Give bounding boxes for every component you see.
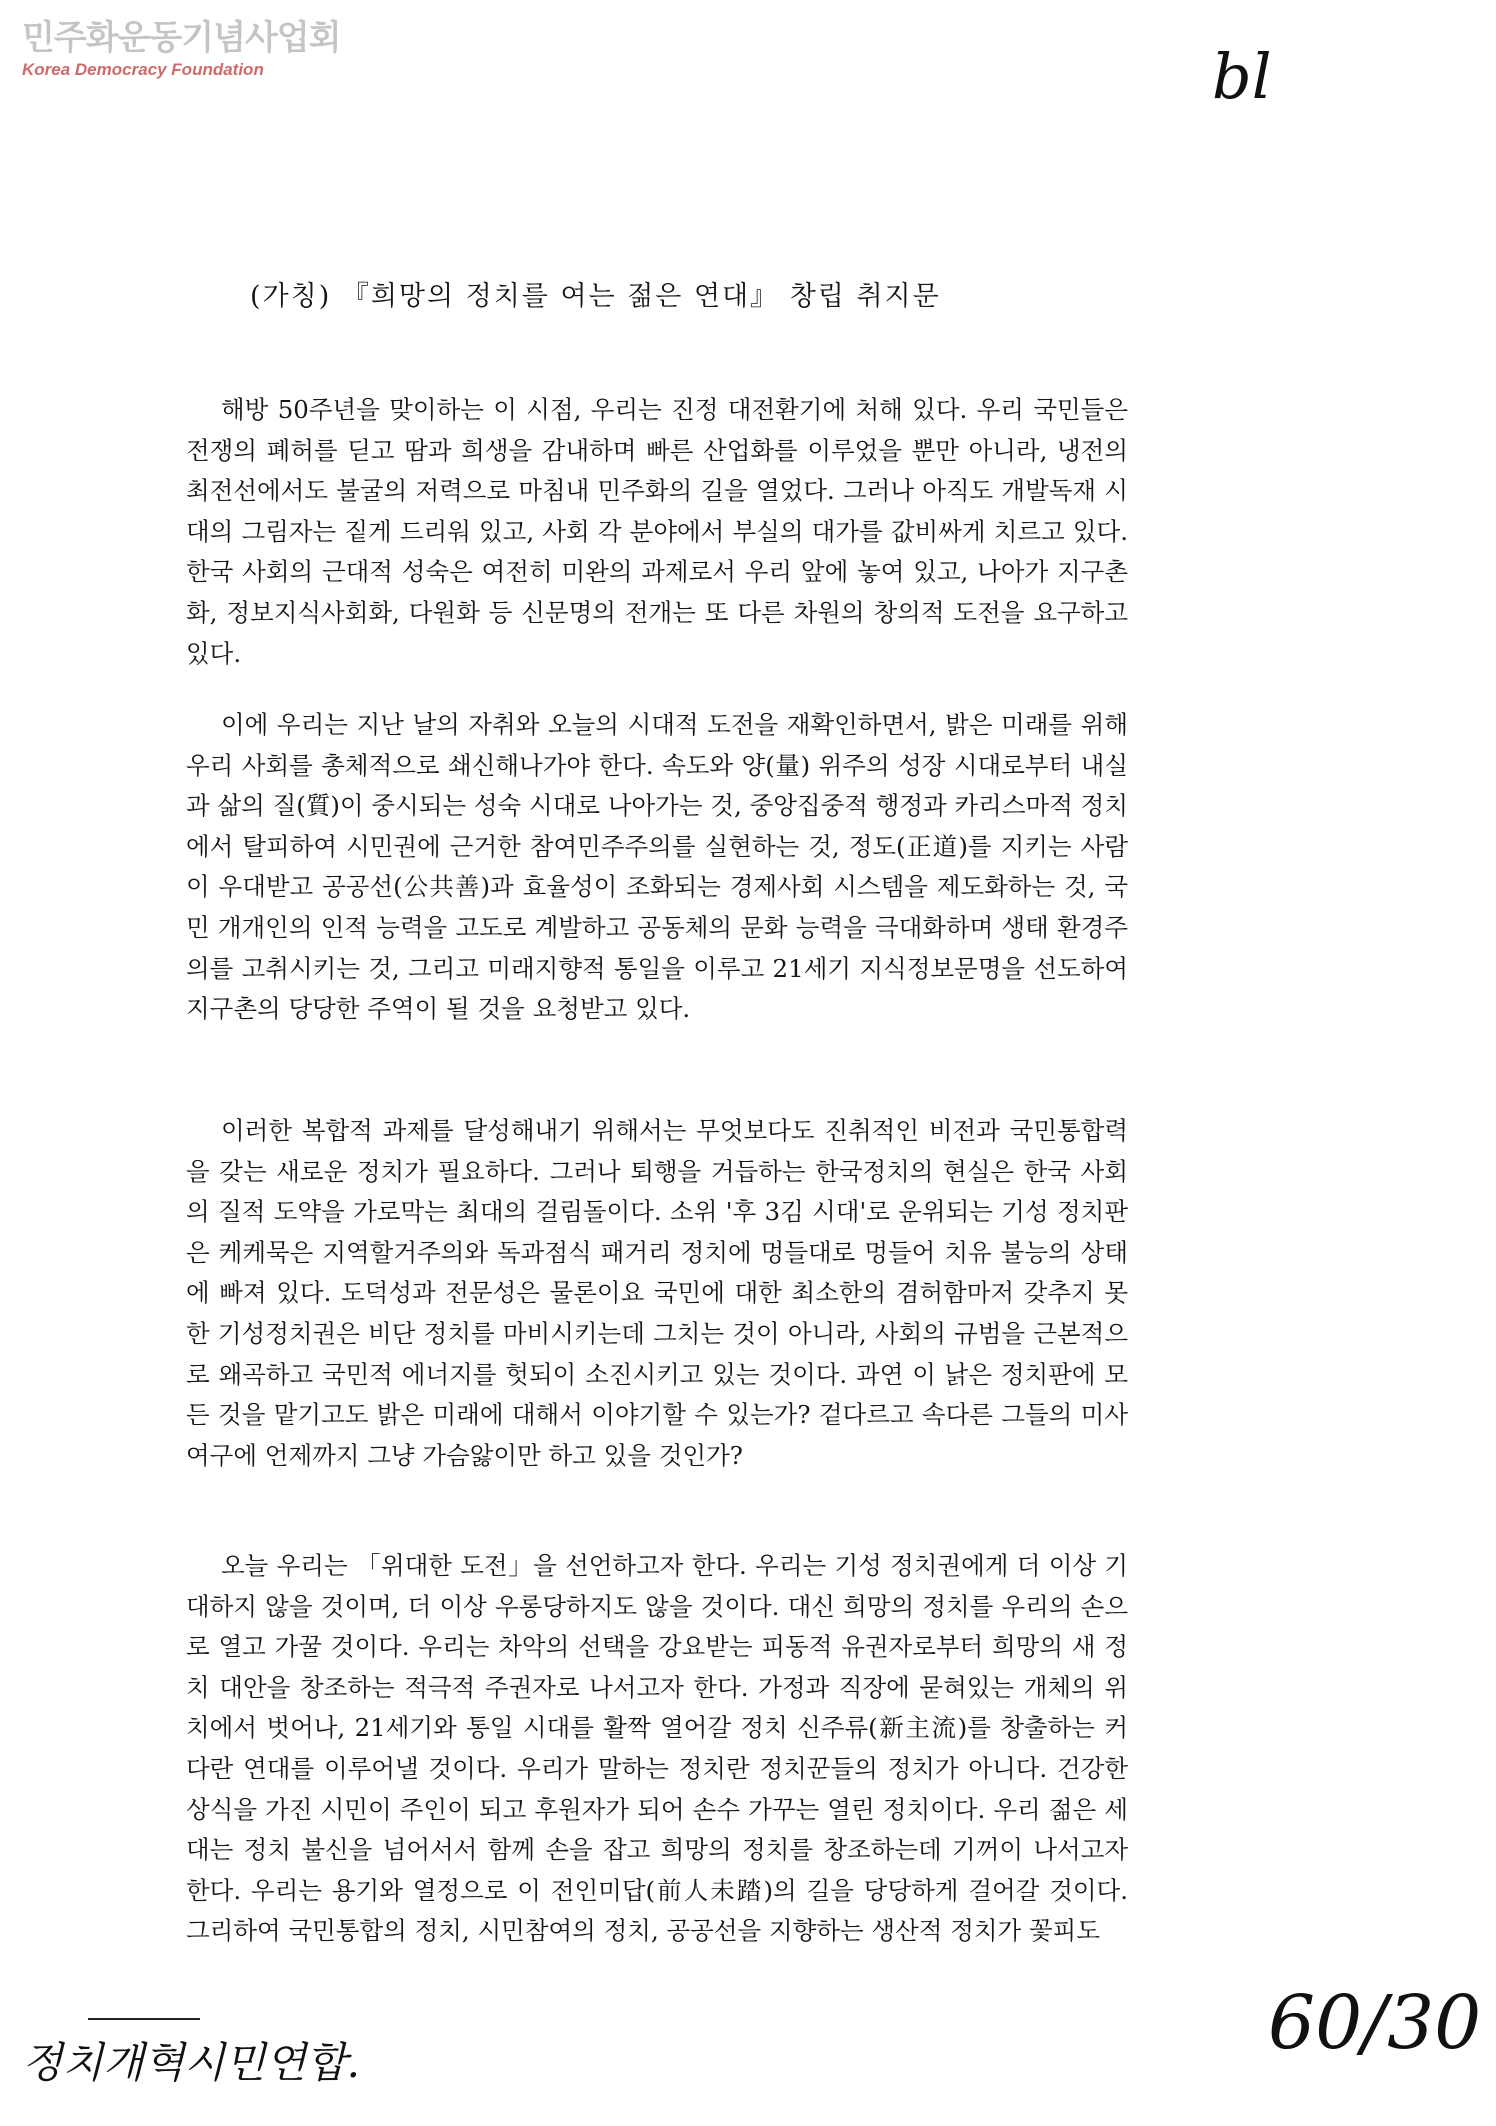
paragraph-1-text: 해방 50주년을 맞이하는 이 시점, 우리는 진정 대전환기에 처해 있다. 우리 국민들은 전쟁의 폐허를 딛고 땀과 희생을 감내하며 빠른 산업화를 이루었을 뿐만 아니라, 냉전의 최전선에서도 불굴의 저력으로 마침내 민주화의 길을 열었다. 그러나 아직도 개발독재 시대의 그림자는 짙게 드리워 있고, 사회 각 분야에서 부실의 대가를 값비싸게 치르고 있다. 한국 사회의 근대적 성숙은 여전히 미완의 과제로서 우리 앞에 놓여 있고, 나아가 지구촌화, 정보지식사회화, 다원화 등 신문명의 전개는 또 다른 차원의 창의적 도전을 요구하고 있다. [186,395,1128,668]
paragraph-2-text: 이에 우리는 지난 날의 자취와 오늘의 시대적 도전을 재확인하면서, 밝은 미래를 위해 우리 사회를 총체적으로 쇄신해나가야 한다. 속도와 양(量) 위주의 성장 시대로부터 내실과 삶의 질(質)이 중시되는 성숙 시대로 나아가는 것, 중앙집중적 행정과 카리스마적 정치에서 탈피하여 시민권에 근거한 참여민주주의를 실현하는 것, 정도(正道)를 지키는 사람이 우대받고 공공선(公共善)과 효율성이 조화되는 경제사회 시스템을 제도화하는 것, 국민 개개인의 인적 능력을 고도로 계발하고 공동체의 문화 능력을 극대화하며 생태 환경주의를 고취시키는 것, 그리고 미래지향적 통일을 이루고 21세기 지식정보문명을 선도하여 지구촌의 당당한 주역이 될 것을 요청받고 있다. [186,710,1128,1024]
watermark-english: Korea Democracy Foundation [22,60,264,79]
paragraph-4-text: 오늘 우리는 「위대한 도전」을 선언하고자 한다. 우리는 기성 정치권에게 더 이상 기대하지 않을 것이며, 더 이상 우롱당하지도 않을 것이다. 대신 희망의 정치를 우리의 손으로 열고 가꿀 것이다. 우리는 차악의 선택을 강요받는 피동적 유권자로부터 희망의 새 정치 대안을 창조하는 적극적 주권자로 나서고자 한다. 가정과 직장에 묻혀있는 개체의 위치에서 벗어나, 21세기와 통일 시대를 활짝 열어갈 정치 신주류(新主流)를 창출하는 커다란 연대를 이루어낼 것이다. 우리가 말하는 정치란 정치꾼들의 정치가 아니다. 건강한 상식을 가진 시민이 주인이 되고 후원자가 되어 손수 가꾸는 열린 정치이다. 우리 젊은 세대는 정치 불신을 넘어서서 함께 손을 잡고 희망의 정치를 창조하는데 기꺼이 나서고자 한다. 우리는 용기와 열정으로 이 전인미답(前人未踏)의 길을 당당하게 걸어갈 것이다. 그리하여 국민통합의 정치, 시민참여의 정치, 공공선을 지향하는 생산적 정치가 꽃피도 [186,1551,1128,1946]
paragraph-3 [186,1111,1128,1476]
paragraph-3-text: 이러한 복합적 과제를 달성해내기 위해서는 무엇보다도 진취적인 비전과 국민통합력을 갖는 새로운 정치가 필요하다. 그러나 퇴행을 거듭하는 한국정치의 현실은 한국 사회의 질적 도약을 가로막는 최대의 걸림돌이다. 소위 '후 3김 시대'로 운위되는 기성 정치판은 케케묵은 지역할거주의와 독과점식 패거리 정치에 멍들대로 멍들어 치유 불능의 상태에 빠져 있다. 도덕성과 전문성은 물론이요 국민에 대한 최소한의 겸허함마저 갖추지 못한 기성정치권은 비단 정치를 마비시키는데 그치는 것이 아니라, 사회의 규범을 근본적으로 왜곡하고 국민적 에너지를 헛되이 소진시키고 있는 것이다. 과연 이 낡은 정치판에 모든 것을 맡기고도 밝은 미래에 대해서 이야기할 수 있는가? 겉다르고 속다른 그들의 미사여구에 언제까지 그냥 가슴앓이만 하고 있을 것인가? [186,1116,1128,1470]
paragraph-1 [186,390,1128,674]
document-title: (가칭) 『희망의 정치를 여는 젊은 연대』 창립 취지문 [250,281,941,312]
paragraph-2 [186,705,1128,1030]
handwritten-signature: 정치개혁시민연합. [22,2038,360,2087]
handwritten-page-number: 60/30 [1268,1980,1482,2066]
paragraph-4 [186,1546,1128,1952]
handwritten-mark-top-right: bl [1212,40,1272,113]
signature-underline [88,2018,200,2020]
watermark [22,18,340,80]
watermark-korean: 민주화운동기념사업회 [22,18,341,58]
